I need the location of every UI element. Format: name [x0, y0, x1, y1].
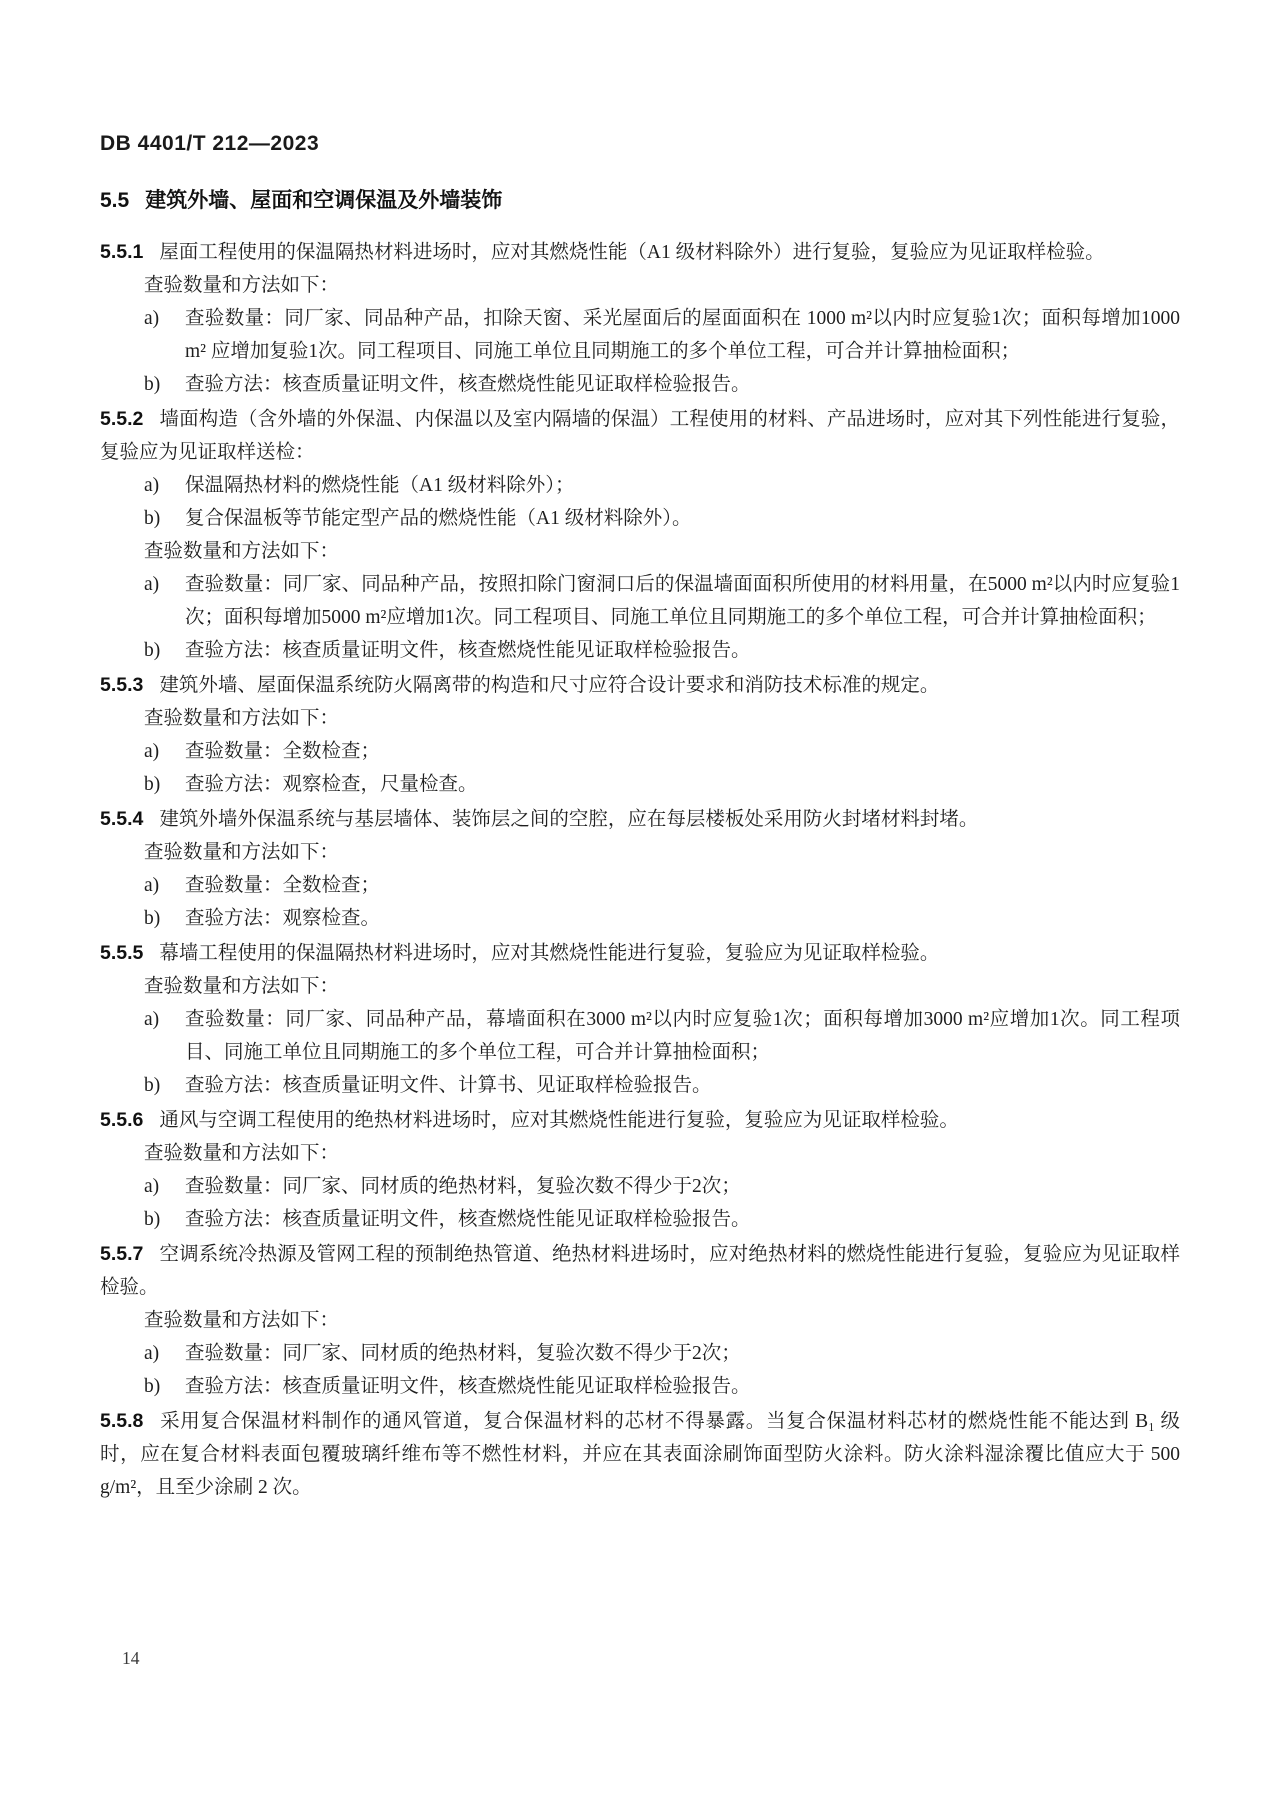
list-item — [144, 1170, 1180, 1203]
item-text: 查验方法：核查质量证明文件、计算书、见证取样检验报告。 — [185, 1075, 712, 1096]
clause-number: 5.5.8 — [100, 1410, 144, 1432]
item-text: 查验方法：核查质量证明文件，核查燃烧性能见证取样检验报告。 — [185, 1209, 751, 1230]
list-item — [144, 302, 1180, 368]
clause-text: 墙面构造（含外墙的外保温、内保温以及室内隔墙的保温）工程使用的材料、产品进场时，应对其下列性能进行复验，复验应为见证取样送检： — [100, 409, 1180, 463]
clause-5-5-4 — [100, 803, 1180, 935]
clause-text: 建筑外墙、屋面保温系统防火隔离带的构造和尺寸应符合设计要求和消防技术标准的规定。 — [159, 675, 940, 696]
list-item — [144, 568, 1180, 634]
clause-text: 采用复合保温材料制作的通风管道，复合保温材料的芯材不得暴露。当复合保温材料芯材的燃烧性能不能达到 B₁ 级时，应在复合材料表面包覆玻璃纤维布等不燃性材料，并应在其表面涂刷饰面型防火涂料。防火涂料湿涂覆比值应大于 500 g/m²，且至少涂刷 2 次。 — [100, 1411, 1180, 1498]
item-label: b) — [144, 1209, 161, 1230]
item-label: b) — [144, 1075, 161, 1096]
clause-5-5-1 — [100, 236, 1180, 401]
clause-number: 5.5.5 — [100, 942, 144, 964]
list-item — [144, 1069, 1180, 1102]
list-item — [144, 469, 1180, 502]
document-code-header: DB 4401/T 212—2023 — [100, 132, 320, 155]
item-label: a) — [144, 741, 160, 762]
item-label: a) — [144, 1176, 160, 1197]
list-item — [144, 869, 1180, 902]
item-text: 查验方法：观察检查。 — [185, 908, 381, 929]
clause-paragraph — [100, 803, 1180, 836]
item-label: a) — [144, 1343, 160, 1364]
clause-text: 幕墙工程使用的保温隔热材料进场时，应对其燃烧性能进行复验，复验应为见证取样检验。 — [159, 943, 940, 964]
list-item — [144, 1337, 1180, 1370]
list-item — [144, 735, 1180, 768]
item-text: 查验数量：同厂家、同品种产品，按照扣除门窗洞口后的保温墙面面积所使用的材料用量，在5000 m²以内时应复验1次；面积每增加5000 m²应增加1次。同工程项目、同施工单位且同期施工的多个单位工程，可合并计算抽检面积； — [185, 574, 1180, 628]
item-label: b) — [144, 640, 161, 661]
list-item — [144, 1003, 1180, 1069]
list-item — [144, 1203, 1180, 1236]
clause-5-5-7 — [100, 1238, 1180, 1403]
clause-text: 建筑外墙外保温系统与基层墙体、装饰层之间的空腔，应在每层楼板处采用防火封堵材料封堵。 — [159, 809, 979, 830]
item-label: a) — [144, 875, 160, 896]
item-text: 查验方法：核查质量证明文件，核查燃烧性能见证取样检验报告。 — [185, 374, 751, 395]
list-item — [144, 768, 1180, 801]
clause-5-5-6 — [100, 1104, 1180, 1236]
list-item — [144, 634, 1180, 667]
list-item — [144, 502, 1180, 535]
lead-line: 查验数量和方法如下： — [144, 842, 340, 863]
clause-list — [100, 236, 1180, 1504]
clause-paragraph — [100, 1104, 1180, 1137]
item-label: b) — [144, 1376, 161, 1397]
clause-number: 5.5.1 — [100, 241, 144, 263]
clause-number: 5.5.4 — [100, 808, 144, 830]
clause-paragraph — [100, 236, 1180, 269]
section-heading — [100, 184, 1180, 214]
page-number: 14 — [122, 1648, 140, 1668]
clause-paragraph — [100, 937, 1180, 970]
item-label: b) — [144, 508, 161, 529]
item-label: b) — [144, 774, 161, 795]
list-item — [144, 1370, 1180, 1403]
item-text: 查验方法：核查质量证明文件，核查燃烧性能见证取样检验报告。 — [185, 1376, 751, 1397]
lead-line: 查验数量和方法如下： — [144, 708, 340, 729]
item-label: b) — [144, 908, 161, 929]
item-text: 查验数量：同厂家、同品种产品，扣除天窗、采光屋面后的屋面面积在 1000 m²以内时应复验1次；面积每增加1000 m² 应增加复验1次。同工程项目、同施工单位且同期施工的多个单位工程，可合并计算抽检面积； — [185, 308, 1180, 362]
item-text: 查验数量：同厂家、同材质的绝热材料，复验次数不得少于2次； — [185, 1343, 741, 1364]
clause-5-5-2 — [100, 403, 1180, 667]
lead-line: 查验数量和方法如下： — [144, 275, 340, 296]
item-text: 查验数量：同厂家、同材质的绝热材料，复验次数不得少于2次； — [185, 1176, 741, 1197]
clause-text: 空调系统冷热源及管网工程的预制绝热管道、绝热材料进场时，应对绝热材料的燃烧性能进行复验，复验应为见证取样检验。 — [100, 1244, 1180, 1298]
lead-line: 查验数量和方法如下： — [144, 1310, 340, 1331]
clause-paragraph — [100, 1405, 1180, 1504]
item-text: 查验数量：同厂家、同品种产品，幕墙面积在3000 m²以内时应复验1次；面积每增加3000 m²应增加1次。同工程项目、同施工单位且同期施工的多个单位工程，可合并计算抽检面积； — [185, 1009, 1180, 1063]
item-text: 查验方法：核查质量证明文件，核查燃烧性能见证取样检验报告。 — [185, 640, 751, 661]
item-text: 查验方法：观察检查，尺量检查。 — [185, 774, 478, 795]
item-text: 查验数量：全数检查； — [185, 741, 381, 762]
item-label: a) — [144, 475, 160, 496]
item-text: 复合保温板等节能定型产品的燃烧性能（A1 级材料除外）。 — [185, 508, 692, 529]
clause-number: 5.5.2 — [100, 408, 144, 430]
clause-5-5-3 — [100, 669, 1180, 801]
clause-text: 通风与空调工程使用的绝热材料进场时，应对其燃烧性能进行复验，复验应为见证取样检验。 — [159, 1110, 959, 1131]
clause-number: 5.5.6 — [100, 1109, 144, 1131]
list-item — [144, 902, 1180, 935]
lead-line: 查验数量和方法如下： — [144, 1143, 340, 1164]
item-label: b) — [144, 374, 161, 395]
clause-number: 5.5.3 — [100, 674, 144, 696]
item-label: a) — [144, 574, 160, 595]
section-title: 建筑外墙、屋面和空调保温及外墙装饰 — [145, 189, 503, 212]
clause-number: 5.5.7 — [100, 1243, 144, 1265]
clause-paragraph — [100, 669, 1180, 702]
item-label: a) — [144, 1009, 160, 1030]
clause-paragraph — [100, 403, 1180, 469]
clause-5-5-8 — [100, 1405, 1180, 1504]
item-text: 查验数量：全数检查； — [185, 875, 381, 896]
clause-paragraph — [100, 1238, 1180, 1304]
lead-line: 查验数量和方法如下： — [144, 976, 340, 997]
item-text: 保温隔热材料的燃烧性能（A1 级材料除外）； — [185, 475, 575, 496]
section-number: 5.5 — [100, 189, 130, 212]
clause-text: 屋面工程使用的保温隔热材料进场时，应对其燃烧性能（A1 级材料除外）进行复验，复验应为见证取样检验。 — [159, 242, 1105, 263]
clause-5-5-5 — [100, 937, 1180, 1102]
lead-line: 查验数量和方法如下： — [144, 541, 340, 562]
list-item — [144, 368, 1180, 401]
item-label: a) — [144, 308, 160, 329]
